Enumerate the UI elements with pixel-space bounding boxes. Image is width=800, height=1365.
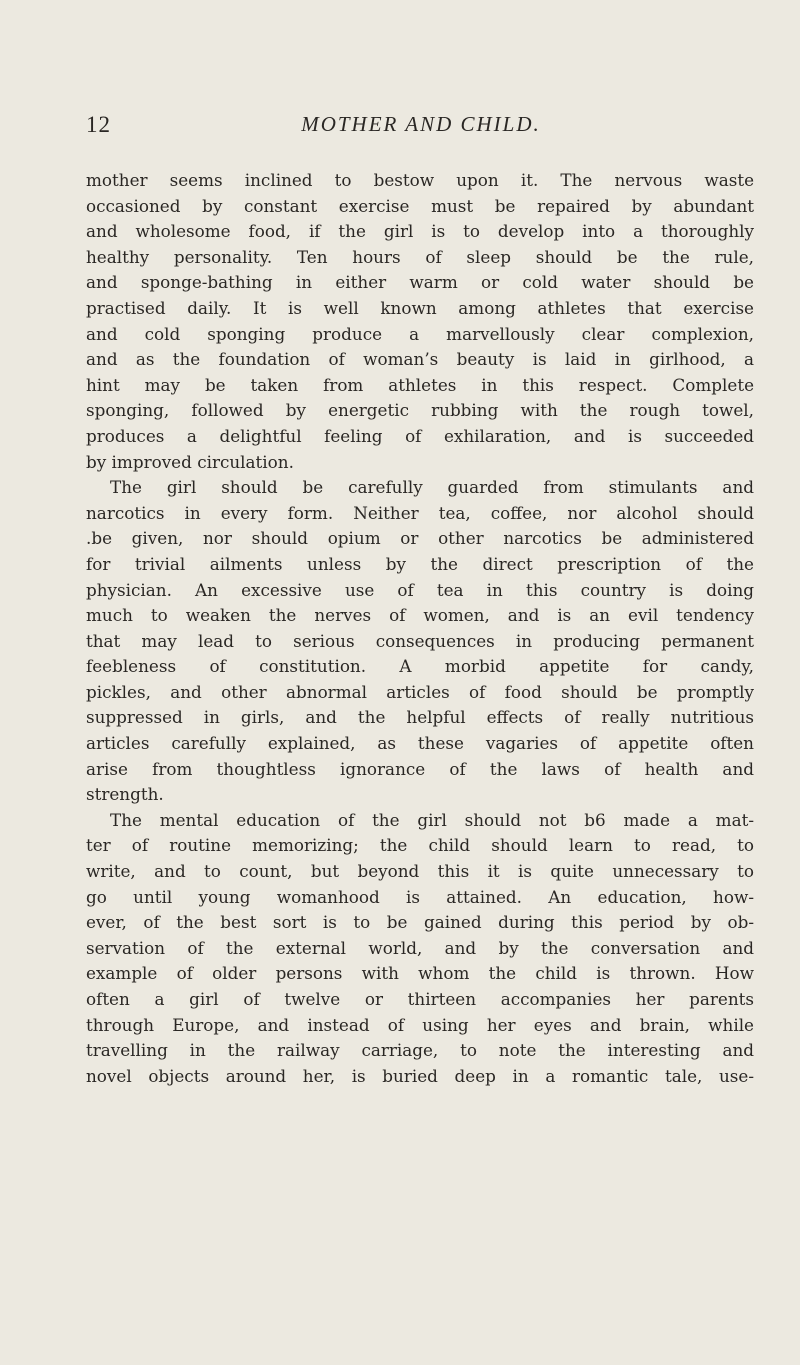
text-line: servation of the external world, and by the conversation and xyxy=(86,937,754,958)
text-line: travelling in the railway carriage, to note the interesting and xyxy=(86,1040,754,1061)
text-line: narcotics in every form. Neither tea, coffee, nor alcohol should xyxy=(86,502,754,523)
text-line: mother seems inclined to bestow upon it. The nervous waste xyxy=(86,170,754,190)
text-line: ever, of the best sort is to be gained during this period by ob- xyxy=(86,912,754,933)
text-line: arise from thoughtless ignorance of the laws of health and xyxy=(86,758,754,779)
paragraph xyxy=(86,808,754,1090)
text-line: go until young womanhood is attained. An education, how- xyxy=(86,886,754,907)
text-line: that may lead to serious consequences in producing permanent xyxy=(86,630,754,651)
text-line: write, and to count, but beyond this it is quite unnecessary to xyxy=(86,861,754,882)
text-line: often a girl of twelve or thirteen accompanies her parents xyxy=(86,989,754,1009)
text-line: occasioned by constant exercise must be repaired by abundant xyxy=(86,195,754,216)
text-line: strength. xyxy=(86,784,164,805)
text-line: feebleness of constitution. A morbid appetite for candy, xyxy=(86,656,754,677)
text-line: through Europe, and instead of using her eyes and brain, while xyxy=(86,1014,754,1035)
paragraph xyxy=(86,475,754,808)
text-line: and as the foundation of woman’s beauty is laid in girlhood, a xyxy=(86,349,754,370)
text-line: produces a delightful feeling of exhilaration, and is succeeded xyxy=(86,425,754,446)
text-line: The mental education of the girl should not b6 made a mat- xyxy=(110,809,754,830)
text-line: by improved circulation. xyxy=(86,451,294,472)
text-line: for trivial ailments unless by the direct prescription of the xyxy=(86,553,754,574)
page-header xyxy=(86,112,756,152)
text-line: The girl should be carefully guarded from stimulants and xyxy=(110,477,754,498)
text-line: and cold sponging produce a marvellously clear complexion, xyxy=(86,323,754,344)
text-line: much to weaken the nerves of women, and is an evil tendency xyxy=(86,605,754,626)
page-number: 12 xyxy=(86,112,111,137)
running-title: MOTHER AND CHILD. xyxy=(301,112,541,136)
text-line: and wholesome food, if the girl is to develop into a thoroughly xyxy=(86,221,754,242)
text-line: pickles, and other abnormal articles of food should be promptly xyxy=(86,681,754,702)
text-line: practised daily. It is well known among athletes that exercise xyxy=(86,297,754,318)
text-line: example of older persons with whom the child is thrown. How xyxy=(86,963,754,984)
text-line: novel objects around her, is buried deep in a romantic tale, use- xyxy=(86,1065,754,1086)
text-line: physician. An excessive use of tea in this country is doing xyxy=(86,579,754,600)
text-line: ter of routine memorizing; the child should learn to read, to xyxy=(86,835,754,856)
text-line: suppressed in girls, and the helpful effects of really nutritious xyxy=(86,707,754,728)
text-line: and sponge-bathing in either warm or cold water should be xyxy=(86,272,754,293)
text-line: healthy personality. Ten hours of sleep should be the rule, xyxy=(86,246,754,267)
text-line: hint may be taken from athletes in this respect. Complete xyxy=(86,374,754,395)
body-text xyxy=(86,168,754,1089)
text-line: .be given, nor should opium or other narcotics be administered xyxy=(86,528,754,549)
text-line: articles carefully explained, as these vagaries of appetite often xyxy=(86,733,754,754)
text-line: sponging, followed by energetic rubbing with the rough towel, xyxy=(86,400,754,421)
paragraph xyxy=(86,168,754,475)
